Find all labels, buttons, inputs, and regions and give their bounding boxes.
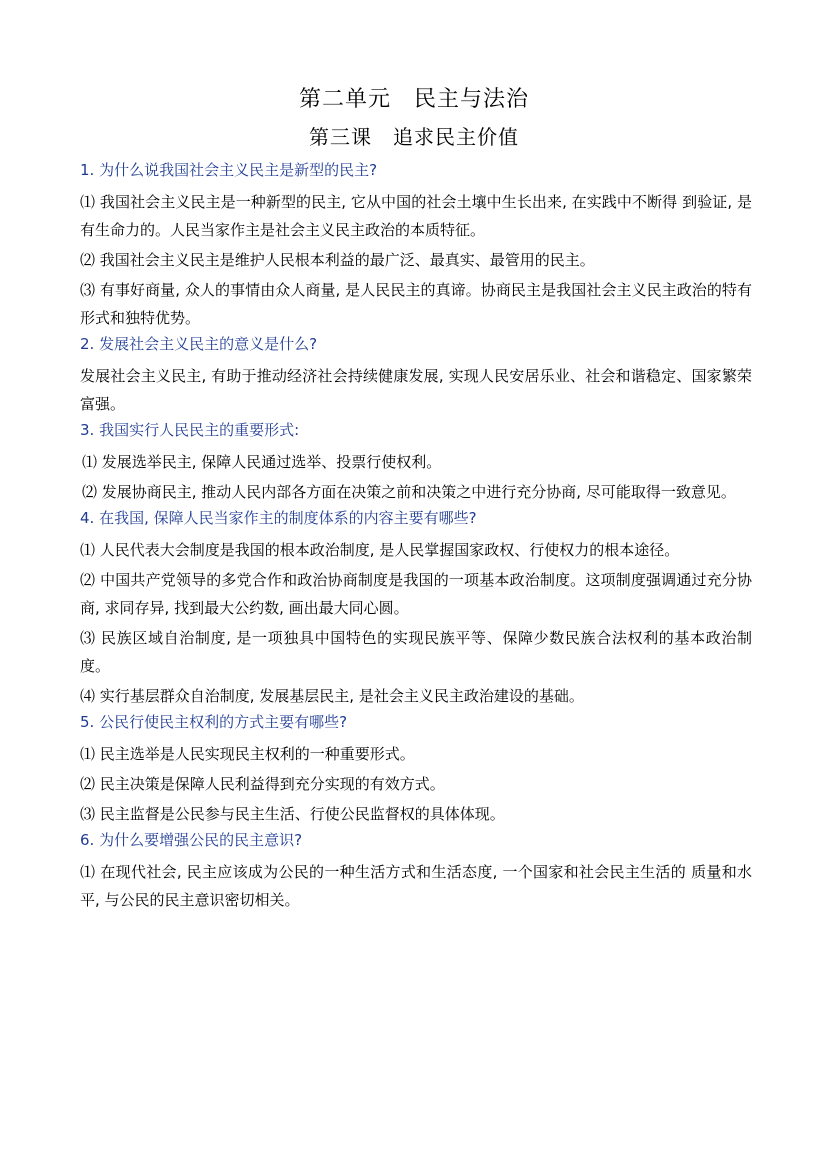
lesson-title: 第三课 追求民主价值	[309, 125, 519, 149]
question-heading: 6. 为什么要增强公民的民主意识?	[80, 831, 303, 849]
answer-paragraph: ⑴ 民主选举是人民实现民主权利的一种重要形式。	[80, 745, 415, 763]
answer-paragraph: ⑴ 在现代社会, 民主应该成为公民的一种生活方式和生活态度, 一个国家和社会民主生活的 质量和水平, 与公民的民主意识密切相关。	[80, 863, 752, 909]
answer-paragraph: ⑷ 实行基层群众自治制度, 发展基层民主, 是社会主义民主政治建设的基础。	[80, 687, 584, 705]
answer-paragraph: ⑵ 发展协商民主, 推动人民内部各方面在决策之前和决策之中进行充分协商, 尽可能取得一致意见。	[82, 483, 736, 501]
answer-paragraph: ⑵ 我国社会主义民主是维护人民根本利益的最广泛、最真实、最管用的民主。	[80, 251, 595, 269]
answer-paragraph: ⑶ 有事好商量, 众人的事情由众人商量, 是人民民主的真谛。协商民主是我国社会主义民主政治的特有形式和独特优势。	[80, 281, 752, 327]
question-heading: 2. 发展社会主义民主的意义是什么?	[80, 335, 318, 353]
document-body	[80, 160, 752, 916]
answer-paragraph: 发展社会主义民主, 有助于推动经济社会持续健康发展, 实现人民安居乐业、社会和谐稳定、国家繁荣富强。	[80, 367, 752, 413]
answer-paragraph: ⑴ 人民代表大会制度是我国的根本政治制度, 是人民掌握国家政权、行使权力的根本途径。	[80, 541, 680, 559]
answer-paragraph: ⑵ 民主决策是保障人民利益得到充分实现的有效方式。	[80, 775, 445, 793]
question-heading: 5. 公民行使民主权利的方式主要有哪些?	[80, 713, 348, 731]
question-heading: 4. 在我国, 保障人民当家作主的制度体系的内容主要有哪些?	[80, 509, 477, 527]
question-heading: 1. 为什么说我国社会主义民主是新型的民主?	[80, 161, 378, 179]
question-heading: 3. 我国实行人民民主的重要形式:	[80, 421, 300, 439]
answer-paragraph: ⑵ 中国共产党领导的多党合作和政治协商制度是我国的一项基本政治制度。这项制度强调通过充分协商, 求同存异, 找到最大公约数, 画出最大同心圆。	[80, 571, 752, 617]
answer-paragraph: ⑶ 民主监督是公民参与民主生活、行使公民监督权的具体体现。	[80, 805, 505, 823]
answer-paragraph: ⑴ 发展选举民主, 保障人民通过选举、投票行使权利。	[82, 453, 442, 471]
answer-paragraph: ⑶ 民族区域自治制度, 是一项独具中国特色的实现民族平等、保障少数民族合法权利的基本政治制度。	[80, 629, 752, 675]
answer-paragraph: ⑴ 我国社会主义民主是一种新型的民主, 它从中国的社会土壤中生长出来, 在实践中不断得 到验证, 是有生命力的。人民当家作主是社会主义民主政治的本质特征。	[80, 193, 752, 239]
unit-title: 第二单元 民主与法治	[298, 87, 529, 112]
